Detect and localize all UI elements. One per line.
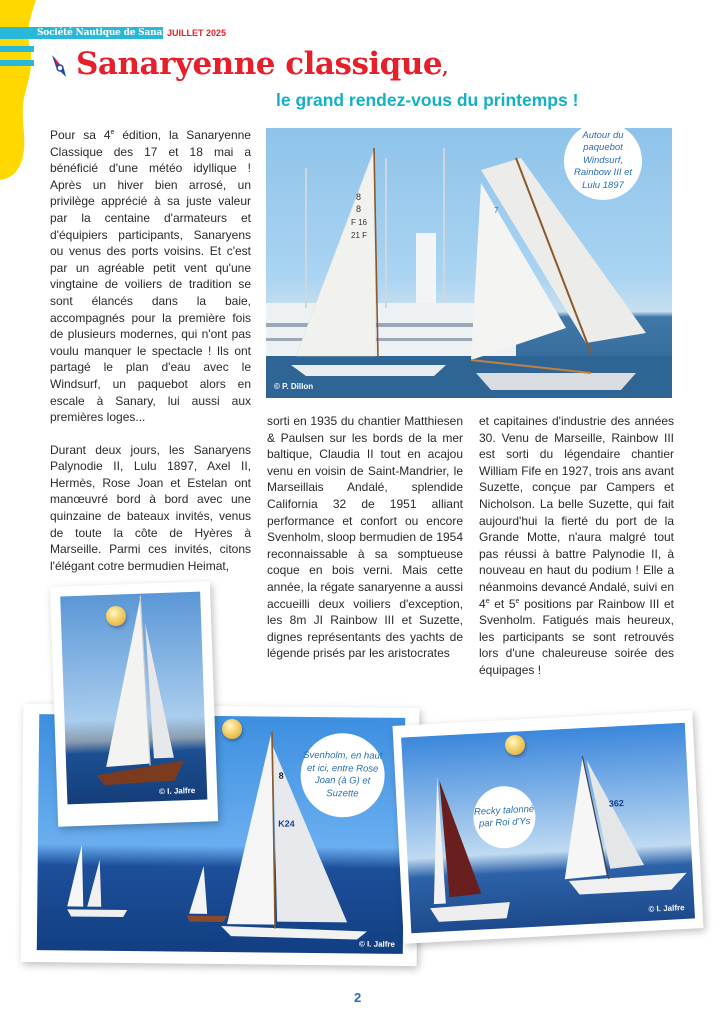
push-pin-icon <box>505 735 525 755</box>
sail-number: F 16 <box>351 218 368 227</box>
superscript: e <box>485 597 490 605</box>
article-title-text: Sanaryenne classique <box>76 46 443 82</box>
text-column-2 <box>267 413 463 662</box>
push-pin-icon <box>222 719 242 739</box>
issue-date: JUILLET 2025 <box>167 28 227 38</box>
sail-number: 8 <box>356 204 362 214</box>
photo-sailboat <box>60 592 207 805</box>
polaroid-3-caption: Recky talonné par Roi d'Ys <box>472 785 537 850</box>
sail-number: 362 <box>608 798 625 809</box>
photo-credit: © I. Jalfre <box>358 939 396 949</box>
sail-number: 8 <box>356 192 362 202</box>
paragraph-4-text: et 5 <box>489 596 516 611</box>
main-photo-caption: Autour du paquebot Windsurf, Rainbow III et Lulu 1897 <box>564 128 642 200</box>
sailboat-illustration <box>60 592 207 805</box>
paragraph-2: Durant deux jours, les Sanaryens Palynodie II, Lulu 1897, Axel II, Hermès, Rose Joan et Estelan ont manœuvré bord à bord avec une quinzaine de bateaux invités, venus de toute la côte de Hyères à Marseille. Parmi ces invités, citons l'élégant cotre bermudien Heimat, <box>50 442 251 573</box>
main-photo <box>266 128 672 398</box>
polaroid-photo-3 <box>393 710 704 943</box>
paragraph-1-text: édition, la Sanaryenne Classique des 17 et 18 mai a bénéficié d'une météo idyllique ! Après un hiver bien arrosé, un privilège apprécié à sa juste valeur par la centaine d'armateurs et d'équipiers participants, Sanaryens ou venus des ports voisins. Et c'est par un agréable petit vent qu'une vingtaine de voiliers de tradition se sont élancés dans la baie, accompagnés pour la première fois de plusieurs modernes, qui n'ont pas voulu manquer le spectacle ! Ils ont partagé le plan d'eau avec le Windsurf, un paquebot alors en escale à Sanary, lui aussi aux premières loges... <box>50 128 251 425</box>
paragraph-1-text: Pour sa 4 <box>50 128 111 142</box>
sail-number: K24 <box>278 818 295 829</box>
paragraph-4 <box>479 413 674 679</box>
superscript: e <box>110 129 115 136</box>
text-column-3 <box>479 413 674 679</box>
cyan-stripe <box>0 60 34 66</box>
sail-number: 8 <box>278 770 284 781</box>
superscript: e <box>515 597 520 605</box>
page-number: 2 <box>354 990 362 1005</box>
article-title <box>76 42 448 91</box>
compass-logo-icon <box>50 53 68 79</box>
article-title-comma: , <box>442 58 448 79</box>
publisher-name: Société Nautique de Sanary <box>37 28 172 38</box>
polaroid-2-caption: Svenholm, en haut et ici, entre Rose Joan (à G) et Suzette <box>300 733 385 818</box>
paragraph-3: sorti en 1935 du chantier Matthiesen & Paulsen sur les bords de la mer baltique, Claudia II tout en acajou venu en voisin de Saint-Mandrier, le Marseillais Andalé, splendide California 32 de 1951 alliant performance et confort ou encore Svenholm, sloop bermudien de 1954 reconnaissable à sa somptueuse coque en bois verni. Mais cette année, la régate sanaryenne a aussi accueilli deux voiliers d'exception, les 8m JI Rainbow III et Suzette, dignes représentants des yachts de légende prisés par les aristocrates <box>267 414 463 661</box>
push-pin-icon <box>106 606 126 626</box>
article-subtitle: le grand rendez-vous du printemps ! <box>276 90 579 110</box>
photo-credit: © I. Jalfre <box>158 785 196 797</box>
cyan-stripe <box>0 46 34 52</box>
photo-two-boats <box>401 723 695 934</box>
sail-number: 21 F <box>351 231 368 240</box>
paragraph-4-text: et capitaines d'industrie des années 30. Venu de Marseille, Rainbow III est sorti du légendaire chantier William Fife en 1927, trois ans avant Suzette, conçue par Campers et Nicholson. La belle Suzette, qui fait aujourd'hui la fierté du port de la Grande Motte, n'aura malgré tout pas réussi à battre Palynodie II, à nouveau en haut du podium ! Elle a néanmoins devancé Andalé, suivi en 4 <box>479 414 674 611</box>
photo-credit: © P. Dillon <box>274 382 314 391</box>
text-column-1 <box>50 127 251 574</box>
polaroid-photo-1 <box>50 581 218 826</box>
sail-number: 7 <box>494 206 499 215</box>
paragraph-1 <box>50 127 251 426</box>
photo-credit: © I. Jalfre <box>648 902 685 914</box>
sailboats-illustration <box>401 723 695 934</box>
paragraph-4-text: positions par Rainbow III et Svenholm. Fatigués mais heureux, les participants se sont retrouvés lors d'une chaleureuse soirée des équipages ! <box>479 596 675 677</box>
